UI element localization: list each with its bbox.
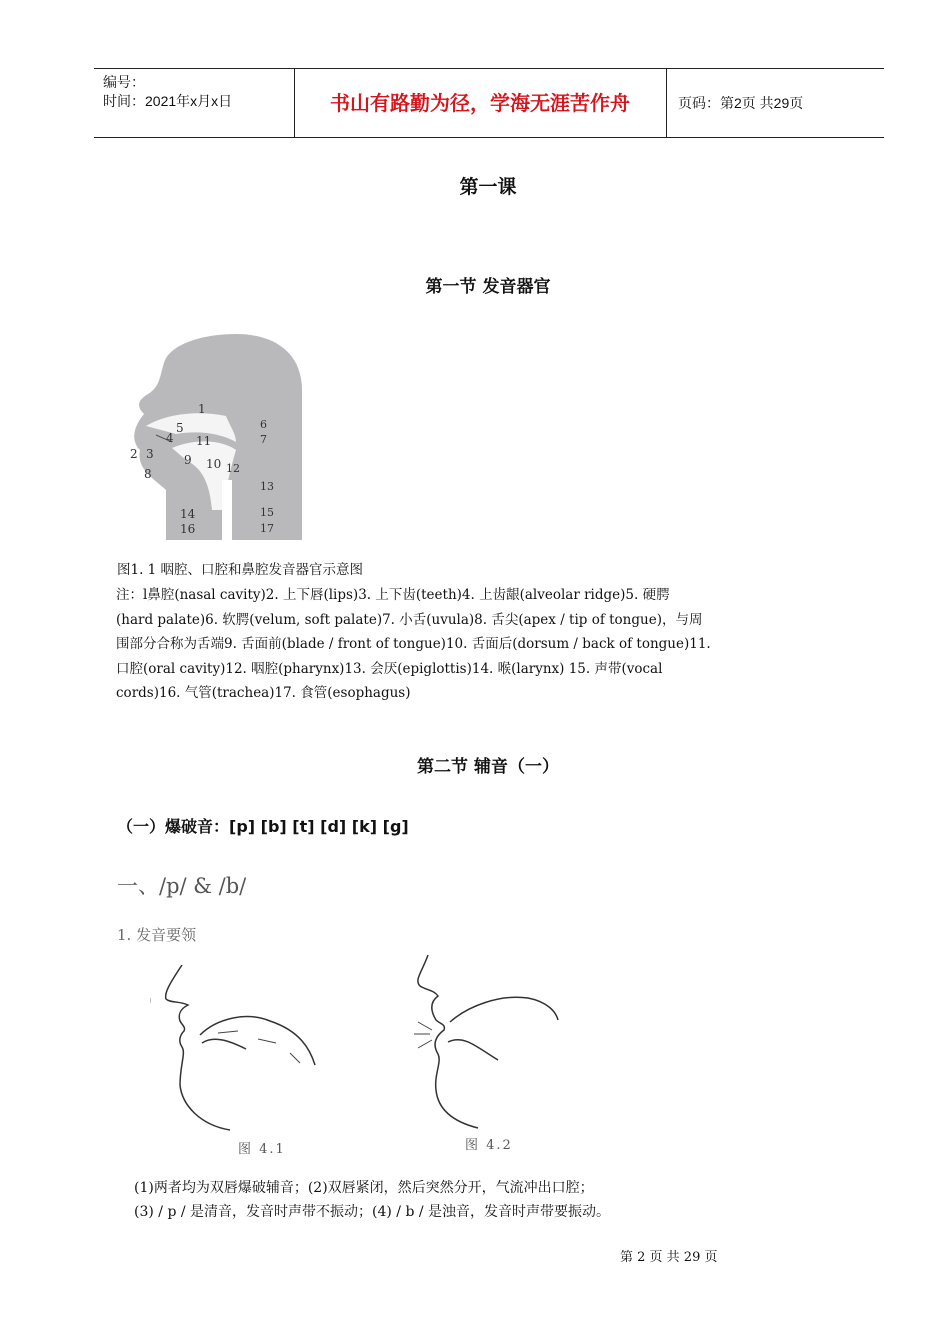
notes-line: cords)16. 气管(trachea)17. 食管(esophagus) [116,685,411,701]
page-header [94,68,884,138]
lesson-title: 第一课 [459,176,517,198]
diagram-label: 2 [130,447,138,461]
diagram-label: 3 [146,447,154,461]
diagram-label: 17 [260,522,274,535]
diagram-label: 8 [144,467,152,481]
notes-line: 注：l鼻腔(nasal cavity)2. 上下唇(lips)3. 上下齿(teeth)4. 上齿龈(alveolar ridge)5. 硬腭 [116,587,670,603]
diagram-label: 9 [184,453,192,467]
figure-4-1-label: 图 4.1 [238,1142,286,1157]
figure-4-2-label: 图 4.2 [465,1138,513,1153]
section2-title: 第二节 辅音（一） [417,757,559,777]
vocal-organs-diagram [126,330,316,540]
subsection-heading: （一）爆破音：[p] [b] [t] [d] [k] [g] [117,817,409,836]
header-page-number: 页码：第2页 共29页 [678,95,804,111]
section1-title: 第一节 发音器官 [425,277,551,297]
header-motto: 书山有路勤为径，学海无涯苦作舟 [294,69,667,137]
diagram-label: 6 [260,418,267,431]
diagram-label: 11 [196,434,212,448]
header-meta-cell [94,69,295,137]
point-heading: 1. 发音要领 [117,926,197,944]
diagram-label: 14 [180,507,196,521]
diagram-label: 10 [206,457,222,471]
header-number: 编号： [103,74,145,90]
body-line: (1)两者均为双唇爆破辅音；(2)双唇紧闭，然后突然分开，气流冲出口腔； [134,1180,594,1196]
diagram-label: 16 [180,522,196,536]
lips-diagram-4-2 [408,950,578,1130]
diagram-label: 12 [226,462,240,475]
diagram-label: 15 [260,506,274,519]
diagram-label: 5 [176,421,184,435]
body-line: (3) / p / 是清音，发音时声带不振动；(4) / b / 是浊音，发音时声带要振动。 [134,1204,611,1220]
lips-diagram-4-1 [150,965,330,1135]
diagram-label: 7 [260,433,267,446]
page-footer: 第 2 页 共 29 页 [620,1250,718,1265]
phoneme-heading: 一、/p/ & /b/ [117,874,247,898]
header-time: 时间：2021年x月x日 [103,93,233,109]
diagram-label: 4 [166,431,174,445]
diagram-label: 1 [198,402,206,416]
figure1-notes [116,583,861,706]
notes-line: 口腔(oral cavity)12. 咽腔(pharynx)13. 会厌(epiglottis)14. 喉(larynx) 15. 声带(vocal [116,660,663,677]
notes-line: 围部分合称为舌端9. 舌面前(blade / front of tongue)10. 舌面后(dorsum / back of tongue)11. [116,636,711,652]
diagram-label: 13 [260,480,274,493]
figure1-caption: 图1. 1 咽腔、口腔和鼻腔发音器官示意图 [117,562,364,578]
notes-line: (hard palate)6. 软腭(velum, soft palate)7. 小舌(uvula)8. 舌尖(apex / tip of tongue)，与周 [116,611,703,628]
